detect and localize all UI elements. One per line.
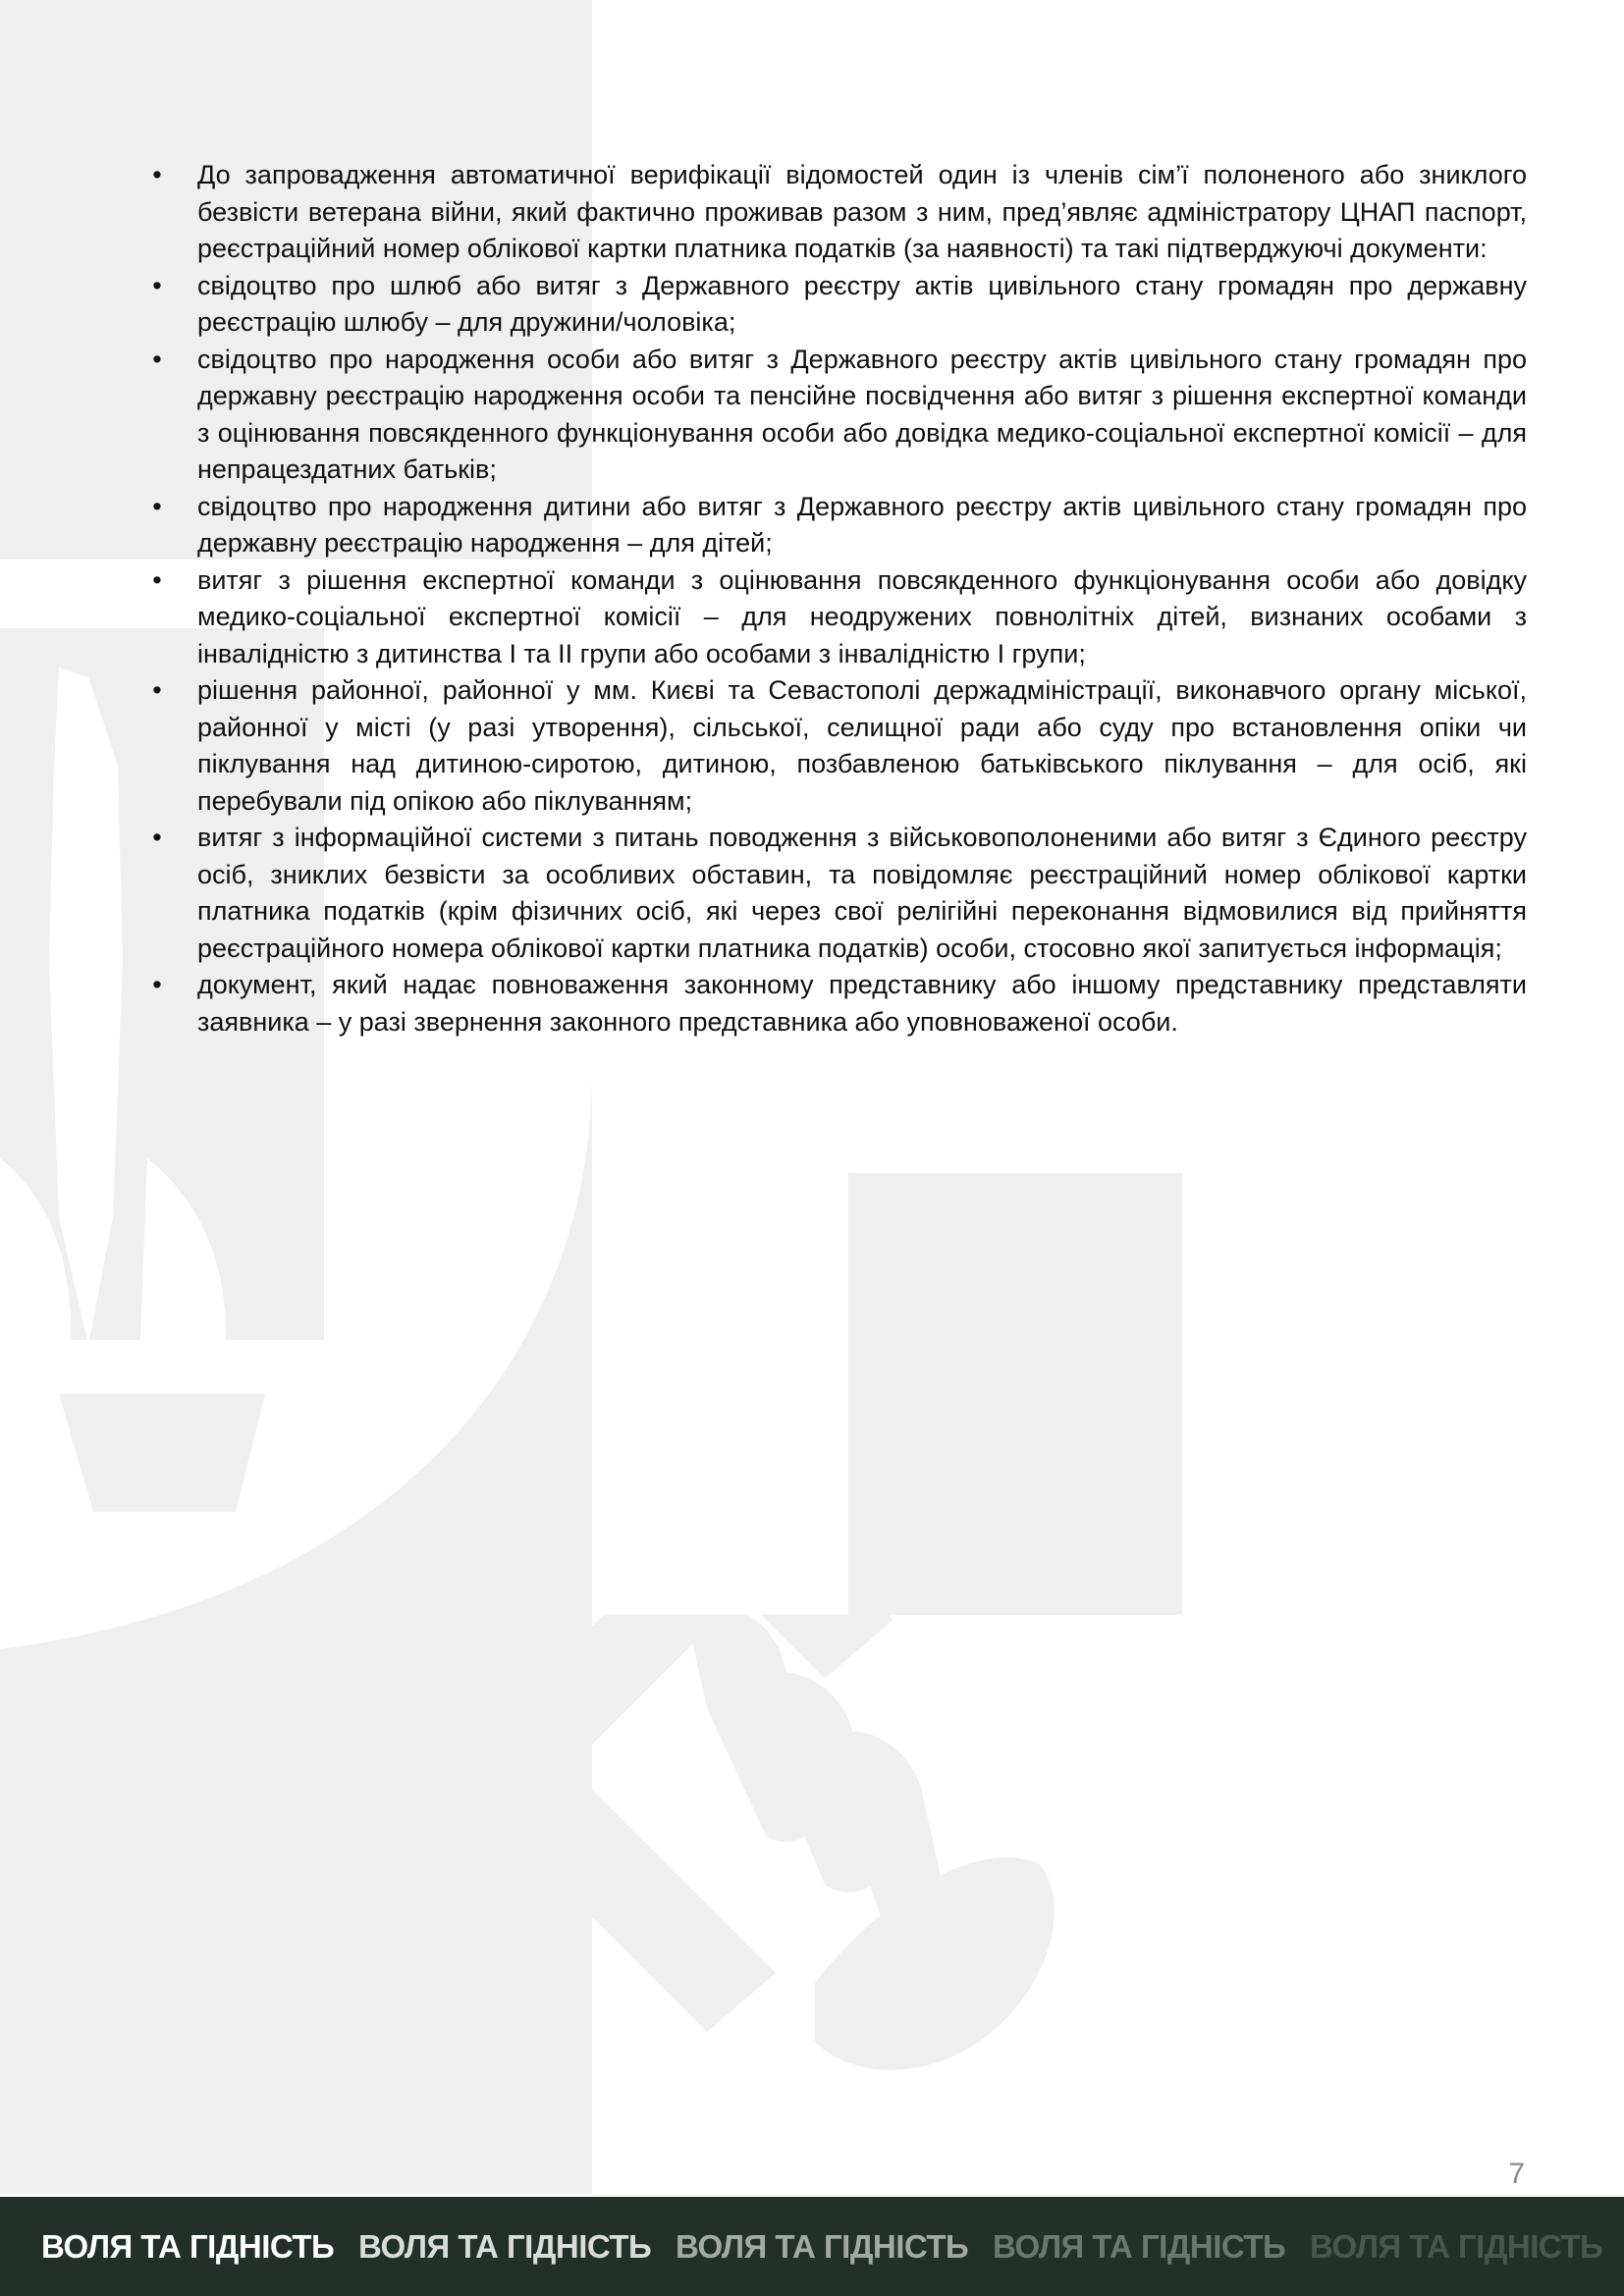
page-number: 7 bbox=[1508, 2158, 1525, 2190]
list-item-text: свідоцтво про народження особи або витяг з Державного реєстру актів цивільного стану громадян про державну реєстрацію народження особи та пенсійне посвідчення або витяг з рішення експертної команди з оцінювання повсякденного функціонування особи або довідка медико-соціальної експертної комісії – для непрацездатних батьків; bbox=[197, 344, 1527, 484]
footer-slogan: ВОЛЯ ТА ГІДНІСТЬ bbox=[1310, 2228, 1603, 2265]
list-item bbox=[145, 342, 1527, 489]
footer-banner bbox=[0, 2197, 1624, 2296]
bullet-icon: • bbox=[152, 344, 162, 374]
list-item-text: витяг з інформаційної системи з питань поводження з військовополоненими або витяг з Єдиного реєстру осіб, зниклих безвісти за особливих обставин, та повідомляє реєстраційний номер облікової картки платника податків (крім фізичних осіб, які через свої релігійні переконання відмовилися від прийняття реєстраційного номера облікової картки платника податків) особи, стосовно якої запитується інформація; bbox=[197, 823, 1527, 963]
list-item bbox=[145, 967, 1527, 1041]
bullet-icon: • bbox=[152, 491, 162, 521]
list-item bbox=[145, 489, 1527, 562]
list-item-text: свідоцтво про народження дитини або витяг з Державного реєстру актів цивільного стану громадян про державну реєстрацію народження – для дітей; bbox=[197, 491, 1527, 558]
requirements-list bbox=[145, 157, 1527, 1041]
footer-slogan: ВОЛЯ ТА ГІДНІСТЬ bbox=[993, 2228, 1286, 2265]
list-item bbox=[145, 268, 1527, 342]
list-item-text: документ, який надає повноваження законному представнику або іншому представнику представляти заявника – у разі звернення законного представника або уповноваженої особи. bbox=[197, 970, 1527, 1037]
bullet-icon: • bbox=[152, 675, 162, 705]
list-item bbox=[145, 562, 1527, 673]
list-item bbox=[145, 820, 1527, 967]
list-item-text: витяг з рішення експертної команди з оцінювання повсякденного функціонування особи або довідку медико-соціальної експертної комісії – для неодружених повнолітніх дітей, визнаних особами з інвалідністю з дитинства I та II групи або особами з інвалідністю I групи; bbox=[197, 564, 1527, 668]
footer-slogan: ВОЛЯ ТА ГІДНІСТЬ bbox=[358, 2228, 652, 2265]
bullet-icon: • bbox=[152, 970, 162, 999]
list-item bbox=[145, 672, 1527, 820]
bullet-icon: • bbox=[152, 160, 162, 189]
footer-slogan: ВОЛЯ ТА ГІДНІСТЬ bbox=[41, 2228, 335, 2265]
list-item-text: До запровадження автоматичної верифікації відомостей один із членів сім’ї полоненого або зниклого безвісти ветерана війни, який фактично проживав разом з ним, пред’являє адміністратору ЦНАП паспорт, реєстраційний номер облікової картки платника податків (за наявності) та такі підтверджуючі документи: bbox=[197, 160, 1527, 263]
bullet-icon: • bbox=[152, 270, 162, 300]
bullet-icon: • bbox=[152, 564, 162, 595]
list-item-text: рішення районної, районної у мм. Києві та Севастополі держадміністрації, виконавчого органу міської, районної у місті (у разі утворення), сільської, селищної ради або суду про встановлення опіки чи піклування над дитиною-сиротою, дитиною, позбавленою батьківського піклування – для осіб, які перебували під опікою або піклуванням; bbox=[197, 675, 1527, 816]
list-item-text: свідоцтво про шлюб або витяг з Державного реєстру актів цивільного стану громадян про державну реєстрацію шлюбу – для дружини/чоловіка; bbox=[197, 270, 1527, 337]
footer-slogan: ВОЛЯ ТА ГІДНІСТЬ bbox=[676, 2228, 969, 2265]
document-body bbox=[145, 157, 1527, 1041]
bullet-icon: • bbox=[152, 823, 162, 852]
list-item bbox=[145, 157, 1527, 268]
